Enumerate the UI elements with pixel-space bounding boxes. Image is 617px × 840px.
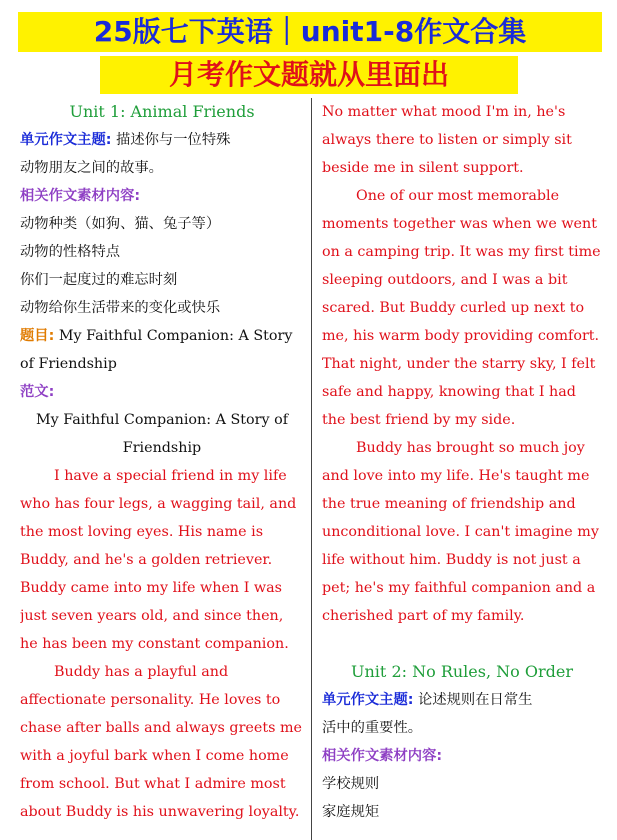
essay-line: That night, under the starry sky, I felt [322,356,596,372]
essay-line: Buddy, and he's a golden retriever. [20,552,273,568]
material-label: 相关作文素材内容: [322,748,443,764]
essay-line: sleeping outdoors, and I was a bit [322,272,568,288]
essay-line: life without him. Buddy is not just a [322,552,581,568]
material-item: 学校规则 [322,776,380,792]
material-item: 家庭规矩 [322,804,380,820]
essay-line: Buddy has a playful and [54,664,229,680]
page-subtitle: 月考作文题就从里面出 [100,56,518,94]
material-label: 相关作文素材内容: [20,188,141,204]
essay-line: just seven years old, and since then, [20,608,284,624]
essay-line: the best friend by my side. [322,412,516,428]
material-item: 动物给你生活带来的变化或快乐 [20,300,221,316]
essay-line: about Buddy is his unwavering loyalty. [20,804,300,820]
theme-label: 单元作文主题: [20,132,112,148]
material-item: 你们一起度过的难忘时刻 [20,272,178,288]
essay-line: he has been my constant companion. [20,636,289,652]
essay-line: moments together was when we went [322,216,597,232]
essay-line: the most loving eyes. His name is [20,524,264,540]
material-item: 动物种类（如狗、猫、兔子等） [20,216,221,232]
page-title: 25版七下英语｜unit1-8作文合集 [18,12,602,52]
essay-line: cherished part of my family. [322,608,525,624]
theme-text-1: 描述你与一位特殊 [116,132,231,148]
essay-line: affectionate personality. He loves to [20,692,281,708]
unit1-title: Unit 1: Animal Friends [69,102,255,121]
topic-line [20,322,304,350]
essay-line: and love into my life. He's taught me [322,468,590,484]
column-divider [311,98,312,840]
unit1-theme-line [20,126,304,154]
essay-line: safe and happy, knowing that I had [322,384,576,400]
right-column [322,98,602,826]
topic-text-2: of Friendship [20,356,117,372]
unit2-theme-line [322,686,602,714]
essay-line: with a joyful bark when I come home [20,748,289,764]
essay-line: the true meaning of friendship and [322,496,576,512]
blank-line [322,630,602,658]
essay-line: always there to listen or simply sit [322,132,572,148]
essay-line: chase after balls and always greets me [20,720,302,736]
essay-line: No matter what mood I'm in, he's [322,104,566,120]
essay-line: Buddy has brought so much joy [356,440,585,456]
theme-text-1: 论述规则在日常生 [418,692,533,708]
material-item: 动物的性格特点 [20,244,121,260]
essay-line: beside me in silent support. [322,160,524,176]
left-column [20,98,304,826]
essay-line: pet; he's my faithful companion and a [322,580,596,596]
theme-text-2: 动物朋友之间的故事。 [20,160,163,176]
essay-title-2: Friendship [122,440,202,456]
essay-line: I have a special friend in my life [54,468,287,484]
essay-line: on a camping trip. It was my first time [322,244,601,260]
sample-label: 范文: [20,384,55,400]
unit2-title: Unit 2: No Rules, No Order [351,662,573,681]
topic-label: 题目: [20,328,55,344]
essay-line: One of our most memorable [356,188,560,204]
essay-title-1: My Faithful Companion: A Story of [36,412,288,428]
essay-line: me, his warm body providing comfort. [322,328,600,344]
theme-label: 单元作文主题: [322,692,414,708]
theme-text-2: 活中的重要性。 [322,720,423,736]
essay-line: Buddy came into my life when I was [20,580,282,596]
essay-line: scared. But Buddy curled up next to [322,300,585,316]
essay-line: unconditional love. I can't imagine my [322,524,599,540]
essay-line: who has four legs, a wagging tail, and [20,496,297,512]
topic-text-1: My Faithful Companion: A Story [58,328,293,344]
essay-line: from school. But what I admire most [20,776,286,792]
